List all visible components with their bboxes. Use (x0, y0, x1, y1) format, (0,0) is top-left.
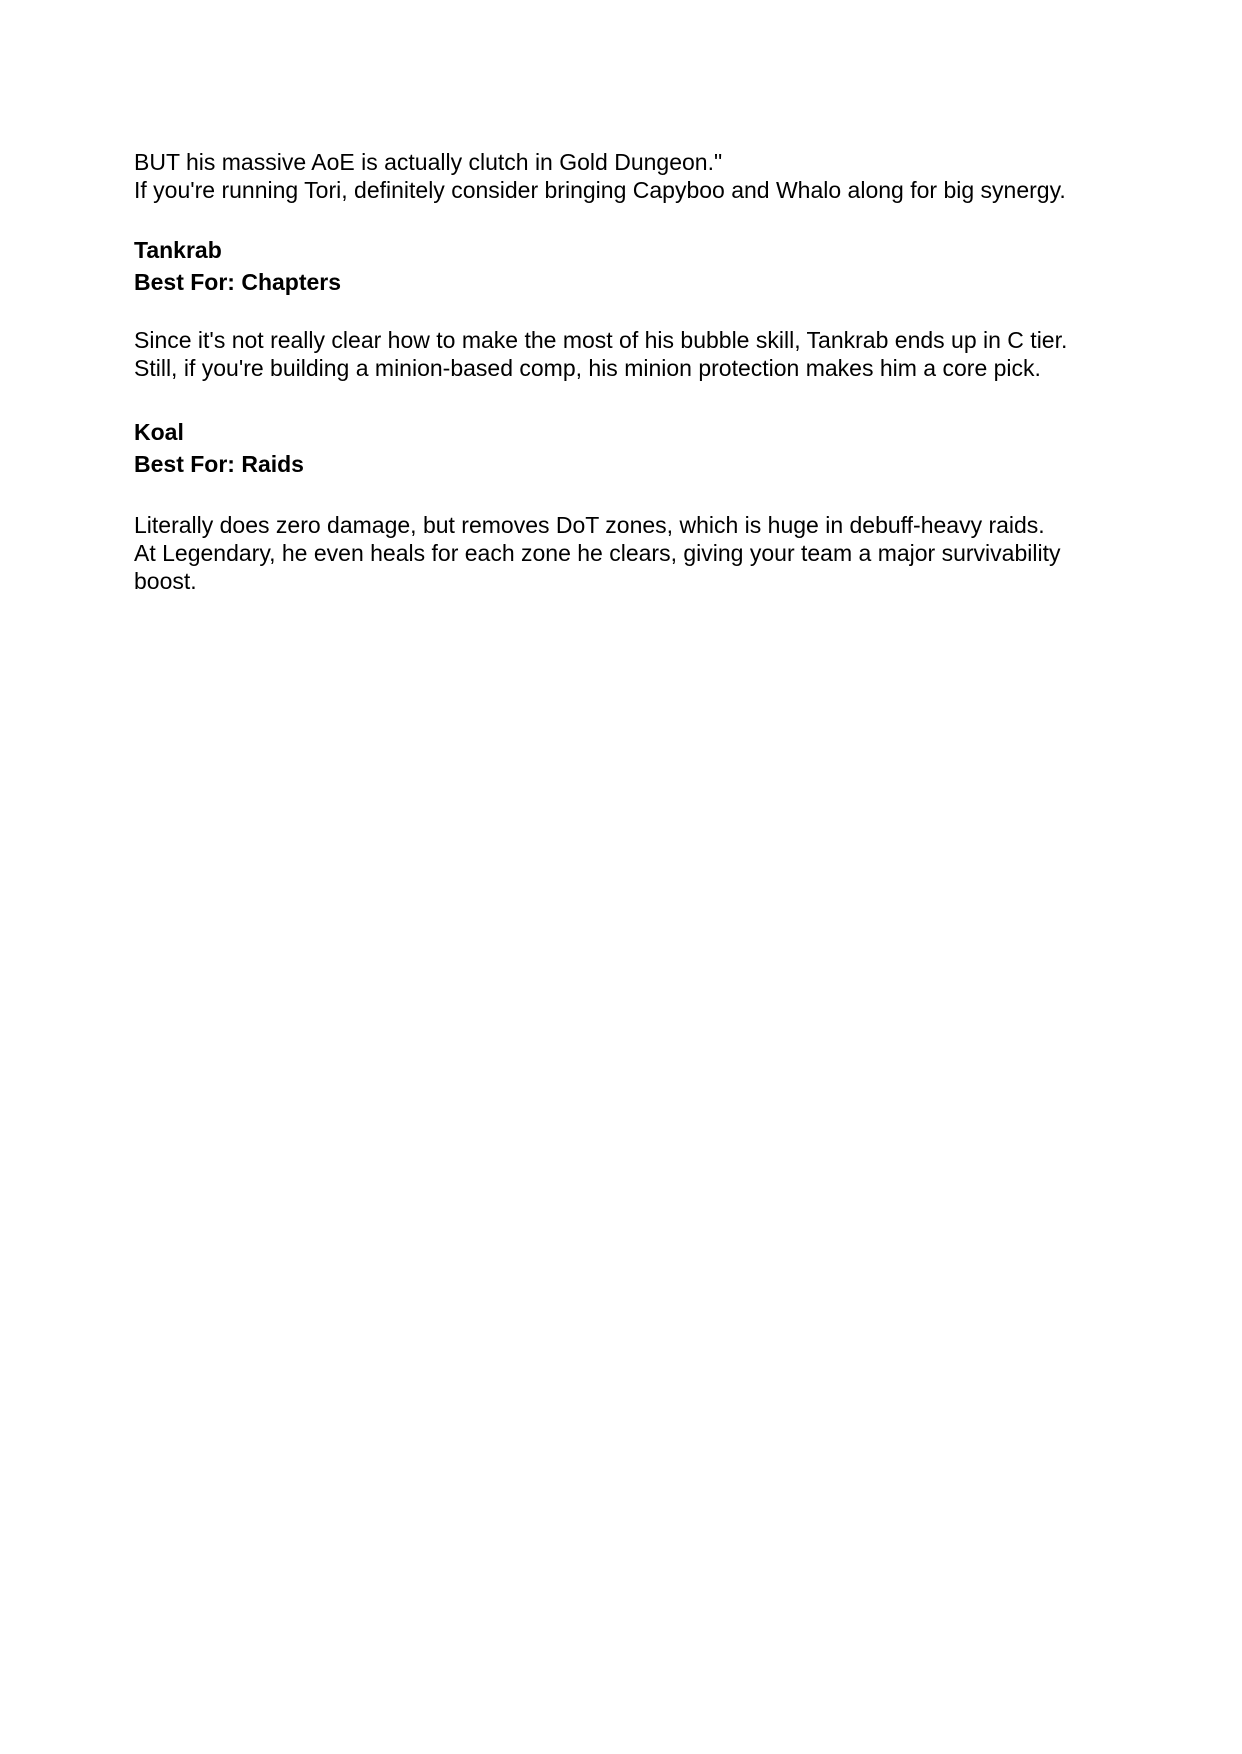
character-name: Tankrab (134, 237, 222, 263)
paragraph-tankrab (134, 326, 1114, 382)
paragraph-tori-synergy (134, 148, 1114, 204)
text-line: At Legendary, he even heals for each zone he clears, giving your team a major survivability (134, 540, 1061, 566)
heading-tankrab (134, 234, 1114, 298)
text-line: Since it's not really clear how to make the most of his bubble skill, Tankrab ends up in C tier. (134, 327, 1068, 353)
best-for-label: Best For: Chapters (134, 269, 342, 295)
text-line: Literally does zero damage, but removes DoT zones, which is huge in debuff-heavy raids. (134, 512, 1045, 538)
text-line: boost. (134, 568, 197, 594)
text-line: Still, if you're building a minion-based comp, his minion protection makes him a core pick. (134, 355, 1041, 381)
character-name: Koal (134, 419, 184, 445)
best-for-label: Best For: Raids (134, 451, 304, 477)
text-line: If you're running Tori, definitely consider bringing Capyboo and Whalo along for big synergy. (134, 177, 1066, 203)
heading-koal (134, 416, 1114, 480)
paragraph-koal (134, 511, 1114, 595)
text-line: BUT his massive AoE is actually clutch in Gold Dungeon." (134, 149, 723, 175)
